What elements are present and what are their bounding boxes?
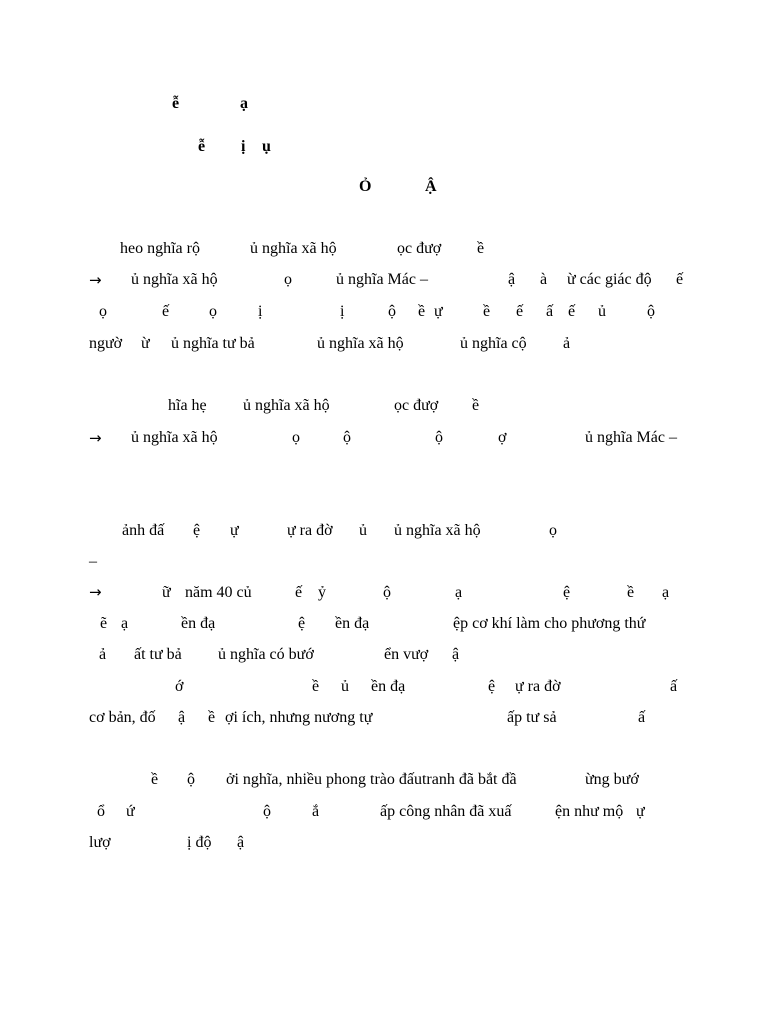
text-fragment: ủ nghĩa xã hộ — [131, 429, 218, 446]
text-fragment: ạ — [121, 615, 129, 632]
text-fragment: ề — [151, 771, 159, 788]
text-fragment: ủ nghĩa xã hộ — [394, 522, 481, 539]
text-fragment: ề — [483, 303, 491, 320]
text-fragment: ậ — [508, 271, 516, 288]
arrow-right-icon: → — [89, 583, 102, 601]
text-fragment: ệ — [563, 584, 571, 601]
text-fragment: hĩa hẹ — [168, 397, 207, 414]
text-fragment: ế — [162, 303, 170, 320]
text-fragment: ởi nghĩa, nhiều phong trào đấutranh đã bắt đầ — [226, 771, 517, 788]
heading-line-2-fragment: ễ — [198, 138, 206, 155]
text-fragment: ất tư bả — [134, 646, 182, 663]
text-fragment: ẽ — [100, 615, 108, 632]
text-fragment: ậ — [178, 709, 186, 726]
text-fragment: ọ — [284, 271, 292, 288]
text-fragment: ề — [472, 397, 480, 414]
text-fragment: ền đạ — [371, 678, 406, 695]
text-fragment: ấ — [638, 709, 646, 726]
text-fragment: ả — [563, 335, 571, 352]
text-fragment: ủ nghĩa Mác – — [585, 429, 677, 446]
text-fragment: ế — [516, 303, 524, 320]
text-fragment: ọ — [549, 522, 557, 539]
text-fragment: ề — [477, 240, 485, 257]
text-fragment: ị — [258, 303, 263, 320]
text-fragment: ủ nghĩa xã hộ — [317, 335, 404, 352]
text-fragment: ự — [230, 522, 239, 539]
text-fragment: ổ — [97, 803, 105, 820]
text-fragment: ệp cơ khí làm cho phương thứ — [453, 615, 646, 632]
text-fragment: ền đạ — [335, 615, 370, 632]
text-fragment: ợi ích, nhưng nương tự — [225, 709, 373, 726]
text-fragment: ện như mộ — [555, 803, 624, 820]
text-fragment: ạ — [455, 584, 463, 601]
text-fragment: ển vượ — [384, 646, 429, 663]
text-fragment: ọc đượ — [394, 397, 439, 414]
text-fragment: ộ — [187, 771, 195, 788]
text-fragment: ự ra đờ — [515, 678, 561, 695]
text-fragment: ấ — [546, 303, 554, 320]
text-fragment: ngườ — [89, 335, 123, 352]
text-fragment: ế — [676, 271, 684, 288]
text-fragment: ấp tư sả — [507, 709, 557, 726]
text-fragment: ừng bướ — [585, 771, 639, 788]
title-fragment: Ỏ — [359, 178, 372, 195]
text-fragment: ủ — [341, 678, 349, 695]
text-fragment: ị — [340, 303, 345, 320]
text-fragment: ự — [434, 303, 443, 320]
text-fragment: ọ — [292, 429, 300, 446]
heading-line-1-fragment: ạ — [240, 95, 248, 112]
text-fragment: ủ nghĩa tư bả — [171, 335, 255, 352]
text-fragment: ậ — [237, 834, 245, 851]
text-fragment: ủ nghĩa cộ — [460, 335, 527, 352]
arrow-right-icon: → — [89, 429, 102, 447]
text-fragment: ộ — [383, 584, 391, 601]
title-fragment: Ậ — [425, 178, 437, 195]
text-fragment: ệ — [193, 522, 201, 539]
arrow-right-icon: → — [89, 271, 102, 289]
text-fragment: ộ — [388, 303, 396, 320]
text-fragment: ứ — [126, 803, 135, 820]
text-fragment: ả — [99, 646, 107, 663]
text-fragment: ắ — [312, 803, 320, 820]
text-fragment: ữ — [162, 584, 171, 601]
text-fragment: năm 40 củ — [185, 584, 252, 601]
text-fragment: ền đạ — [181, 615, 216, 632]
text-fragment: ộ — [435, 429, 443, 446]
text-fragment: ự — [636, 803, 645, 820]
text-fragment: ọc đượ — [397, 240, 442, 257]
text-fragment: ừ — [141, 335, 150, 352]
text-fragment: ề — [418, 303, 426, 320]
text-fragment: ộ — [263, 803, 271, 820]
text-fragment: ự ra đờ — [287, 522, 333, 539]
text-fragment: ủ nghĩa xã hộ — [131, 271, 218, 288]
text-fragment: ệ — [488, 678, 496, 695]
text-fragment: ệ — [298, 615, 306, 632]
text-fragment: ỷ — [318, 584, 326, 601]
text-fragment: ộ — [647, 303, 655, 320]
text-fragment: ế — [568, 303, 576, 320]
text-fragment: ọ — [209, 303, 217, 320]
text-fragment: ừ các giác độ — [567, 271, 652, 288]
text-fragment: ề — [208, 709, 216, 726]
text-fragment: ề — [627, 584, 635, 601]
text-fragment: ớ — [175, 678, 184, 695]
heading-line-1-fragment: ễ — [172, 95, 180, 112]
text-fragment: ộ — [343, 429, 351, 446]
text-fragment: ủ — [598, 303, 606, 320]
text-fragment: ị độ — [187, 834, 212, 851]
text-fragment: ủ nghĩa xã hộ — [250, 240, 337, 257]
text-fragment: ủ — [359, 522, 367, 539]
heading-line-2-fragment: ị — [241, 138, 246, 155]
text-fragment: ạ — [662, 584, 670, 601]
text-fragment: lượ — [89, 834, 111, 851]
heading-line-2-fragment: ụ — [262, 138, 271, 155]
text-fragment: ủ nghĩa Mác – — [336, 271, 428, 288]
text-fragment: ợ — [498, 429, 507, 446]
text-fragment: ế — [295, 584, 303, 601]
text-fragment: heo nghĩa rộ — [120, 240, 200, 257]
text-fragment: ấp công nhân đã xuấ — [380, 803, 512, 820]
text-fragment: ấ — [670, 678, 678, 695]
text-fragment: cơ bản, đố — [89, 709, 156, 726]
text-fragment: ủ nghĩa xã hộ — [243, 397, 330, 414]
text-fragment: à — [540, 271, 548, 288]
text-fragment: ảnh đấ — [122, 522, 165, 539]
text-fragment: ọ — [99, 303, 107, 320]
text-fragment: ủ nghĩa có bướ — [218, 646, 314, 663]
text-fragment: ậ — [452, 646, 460, 663]
dash: – — [89, 553, 97, 570]
text-fragment: ề — [312, 678, 320, 695]
